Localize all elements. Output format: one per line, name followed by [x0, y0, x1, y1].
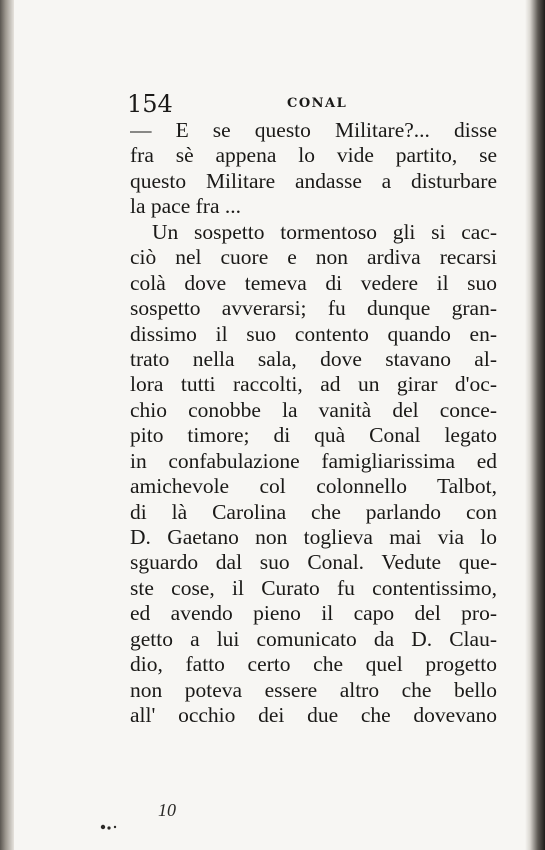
text-line: ed avendo pieno il capo del pro-	[130, 601, 497, 626]
text-line: sguardo dal suo Conal. Vedute que-	[130, 550, 497, 575]
text-line: D. Gaetano non toglieva mai via lo	[130, 525, 497, 549]
text-line: ste cose, il Curato fu contentissimo,	[130, 575, 497, 600]
text-line: colà dove temeva di vedere il suo	[130, 270, 497, 295]
ink-blot	[98, 822, 128, 832]
text-line: amichevole col colonnello Talbot,	[130, 474, 497, 499]
text-line: fra sè appena lo vide partito, se	[130, 143, 497, 168]
scan-gutter-shadow	[525, 0, 545, 850]
text-line: dio, fatto certo che quel progetto	[130, 652, 497, 677]
text-line: Un sospetto tormentoso gli si cac-	[152, 219, 497, 244]
page-number: 154	[127, 90, 173, 118]
text-line: chio conobbe la vanità del conce-	[130, 397, 497, 422]
text-line: in confabulazione famigliarissima ed	[130, 448, 497, 473]
text-line: questo Militare andasse a disturbare	[130, 168, 497, 193]
text-line: dissimo il suo contento quando en-	[130, 321, 497, 346]
text-line: non poteva essere altro che bello	[130, 677, 497, 702]
text-line: sospetto avverarsi; fu dunque gran-	[130, 296, 497, 321]
running-head	[127, 88, 497, 120]
text-line: all' occhio dei due che dovevano	[130, 703, 497, 728]
text-line: trato nella sala, dove stavano al-	[130, 346, 497, 371]
text-line: ciò nel cuore e non ardiva recarsi	[130, 245, 497, 270]
scan-left-edge	[0, 0, 14, 850]
text-line: getto a lui comunicato da D. Clau-	[130, 626, 497, 651]
text-line: di là Carolina che parlando con	[130, 499, 497, 524]
text-line: pito timore; di quà Conal legato	[130, 423, 497, 448]
signature-mark: 10	[158, 800, 176, 820]
text-line: lora tutti raccolti, ad un girar d'oc-	[130, 372, 497, 397]
text-line: la pace fra ...	[130, 194, 242, 219]
running-title: CONAL	[287, 96, 348, 111]
text-line: — E se questo Militare?... disse	[130, 118, 497, 142]
body-text	[130, 118, 497, 729]
